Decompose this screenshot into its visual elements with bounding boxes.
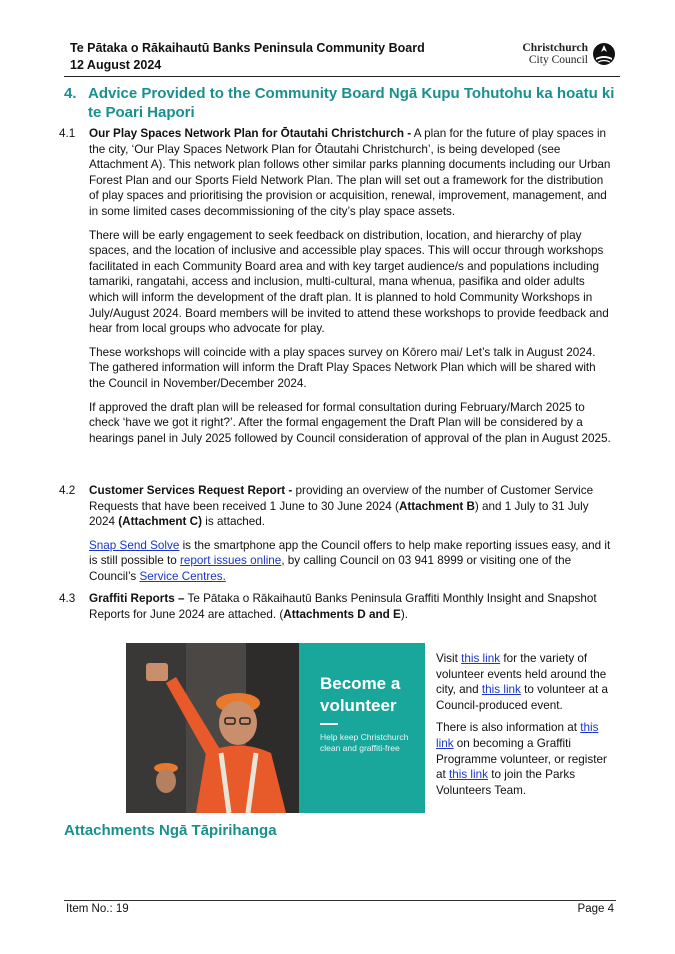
item-4-3 [59,591,611,630]
item-4-1 [59,126,611,454]
logo-line2: City Council [528,54,588,66]
footer-divider [64,900,616,901]
section-number: 4. [64,85,77,102]
council-logo [498,41,618,71]
promo-heading: Become a volunteer [320,674,401,715]
board-title: Te Pātaka o Rākaihautū Banks Peninsula Community Board [70,41,425,55]
item-4-2 [59,483,611,593]
logo-line1: Christchurch [522,42,588,54]
item-heading: Our Play Spaces Network Plan for Ōtautahi Christchurch - [89,127,412,140]
page-number: Page 4 [577,903,614,915]
attachments-heading: Attachments Ngā Tāpirihanga [64,822,277,839]
attachment-ref: Attachment B [398,499,475,513]
paragraph: Graffiti Reports – Te Pātaka o Rākaihautū Banks Peninsula Graffiti Monthly Insight and Snapshot Reports for June 2024 are attached. (Attachments D and E). [89,592,597,621]
volunteer-events-link[interactable]: this link [461,652,501,665]
service-centres-link[interactable]: Service Centres. [139,569,226,583]
report-issues-link[interactable]: report issues online [179,554,282,568]
page-header [70,40,618,80]
volunteer-promo-image [126,643,425,813]
header-divider [64,76,620,77]
attachment-ref: (Attachment C) [118,515,203,529]
volunteer-council-event-link[interactable]: this link [481,683,521,697]
item-heading: Customer Services Request Report - [89,484,293,497]
paragraph: There will be early engagement to seek feedback on distribution, location, and hierarchy of play spaces, and the location of inclusive and accessible play spaces. This will occur through workshops facilitated in each Community Board area and with key target audience/s and populations including tamariki, rangatahi, access and inclusion, multi-cultural, mana whenua, pasifika and older adults which will inform the development of the draft plan. It is planned to hold Community Workshops in July/August 2024. Board members will be invited to attend these workshops to provide feedback and hear from local groups who advocate for play. [89,228,609,336]
city-council-logo-icon [592,42,616,66]
volunteer-info [436,651,616,805]
promo-subtext: Help keep Christchurch clean and graffiti-free [320,732,409,753]
paragraph: Visit this link for the variety of volunteer events held around the city, and this link to volunteer at a Council-produced event. [436,652,608,712]
item-heading: Graffiti Reports – [89,592,185,605]
paragraph: These workshops will coincide with a play spaces survey on Kōrero mai/ Let’s talk in August 2024. The gathered information will inform the Draft Play Spaces Network Plan which will be shared with the Council in November/December 2024. [89,345,596,390]
attachment-ref: Attachments D and E [283,607,401,621]
volunteer-illustration [126,643,299,813]
item-number: 4.1 [59,127,76,140]
paragraph: If approved the draft plan will be released for formal consultation during February/March 2025 to check ‘have we got it right?’. After the formal engagement the Draft Plan will be considered by a hearings panel in July 2025 followed by Council consideration of approval of the plan in August 2025. [89,400,611,445]
section-title: Advice Provided to the Community Board Ngā Kupu Tohutohu ka hoatu ki te Poari Hapori [88,85,615,121]
section-heading [64,84,619,122]
paragraph: There is also information at this link on becoming a Graffiti Programme volunteer, or register at this link to join the Parks Volunteers Team. [436,721,607,797]
section-4 [64,84,619,122]
promo-dash [320,723,338,725]
item-number: 4.2 [59,484,76,497]
promo-panel [299,643,425,813]
graffiti-volunteer-link[interactable]: this link [436,721,599,750]
parks-volunteers-link[interactable]: this link [449,768,488,782]
paragraph: Snap Send Solve is the smartphone app the Council offers to help make reporting issues easy, and it is still possible to report issues online, by calling Council on 03 941 8999 or visiting one of the Council’s Service Centres. [89,538,611,583]
item-number-footer: Item No.: 19 [66,903,129,915]
item-number: 4.3 [59,592,76,605]
snap-send-solve-link[interactable]: Snap Send Solve [89,538,180,552]
paragraph: Customer Services Request Report - providing an overview of the number of Customer Service Requests that have been received 1 June to 30 June 2024 (Attachment B) and 1 July to 31 July 2024 (Attachment C) is attached. [89,484,594,529]
meeting-date: 12 August 2024 [70,58,162,72]
paragraph: Our Play Spaces Network Plan for Ōtautahi Christchurch - A plan for the future of play spaces in the city, ‘Our Play Spaces Network Plan for Ōtautahi Christchurch’, is being developed (see Attachment A). This network plan follows other similar parks planning documents including our Urban Forest Plan and our Sports Field Network Plan. The plan will set out a framework for the distribution of play spaces and prioritising the provision or acquisition, renewal, improvement, management, and in some limited cases decommissioning of the city’s play space assets. [89,127,611,218]
volunteer-photo [126,643,299,813]
